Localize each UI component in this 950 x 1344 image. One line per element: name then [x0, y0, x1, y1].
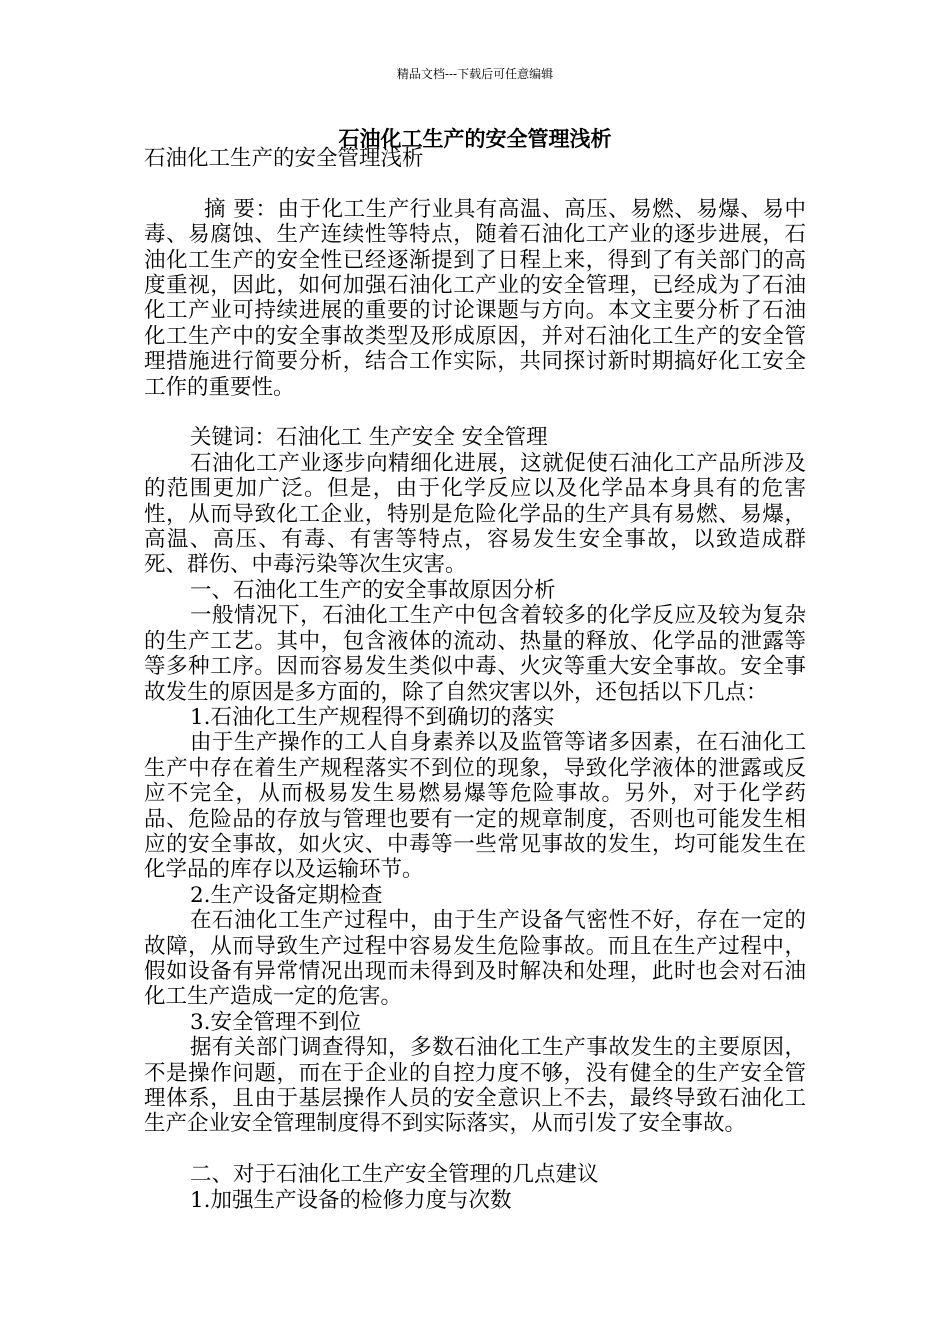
page-header: 精品文档---下载后可任意编辑 — [396, 67, 554, 81]
section-heading-1: 一、石油化工生产的安全事故原因分析 — [190, 577, 556, 603]
document-body — [144, 146, 806, 1213]
abstract-paragraph: 摘 要：由于化工生产行业具有高温、高压、易燃、易爆、易中毒、易腐蚀、生产连续性等特点，随着石油化工产业的逐步进展，石油化工生产的安全性已经逐渐提到了日程上来，得到了有关部门的高度重视，因此，如何加强石油化工产业的安全管理，已经成为了石油化工产业可持续进展的重要的讨论课题与方向。本文主要分析了石油化工生产中的安全事故类型及形成原因，并对石油化工生产的安全管理措施进行简要分析，结合工作实际，共同探讨新时期搞好化工安全工作的重要性。 — [144, 196, 806, 400]
keywords-line: 关键词：石油化工 生产安全 安全管理 — [190, 425, 548, 451]
subsection-1-1-paragraph: 由于生产操作的工人自身素养以及监管等诸多因素，在石油化工生产中存在着生产规程落实不到位的现象，导致化学液体的泄露或反应不完全，从而极易发生易燃易爆等危险事故。另外，对于化学药品、危险品的存放与管理也要有一定的规章制度，否则也可能发生相应的安全事故，如火灾、中毒等一些常见事故的发生，均可能发生在化学品的库存以及运输环节。 — [144, 730, 806, 883]
subsection-1-2-paragraph: 在石油化工生产过程中，由于生产设备气密性不好，存在一定的故障，从而导致生产过程中容易发生危险事故。而且在生产过程中，假如设备有异常情况出现而未得到及时解决和处理，此时也会对石油化工生产造成一定的危害。 — [144, 908, 806, 1010]
subsection-heading-1-3: 3.安全管理不到位 — [190, 1009, 362, 1035]
section-1-paragraph: 一般情况下，石油化工生产中包含着较多的化学反应及较为复杂的生产工艺。其中，包含液体的流动、热量的释放、化学品的泄露等等多种工序。因而容易发生类似中毒、火灾等重大安全事故。安全事故发生的原因是多方面的，除了自然灾害以外，还包括以下几点： — [144, 603, 806, 705]
section-heading-2: 二、对于石油化工生产安全管理的几点建议 — [190, 1162, 599, 1188]
subsection-heading-1-2: 2.生产设备定期检查 — [190, 882, 383, 908]
spacer — [144, 1137, 806, 1162]
subsection-heading-1-1: 1.石油化工生产规程得不到确切的落实 — [190, 704, 555, 730]
intro-paragraph: 石油化工产业逐步向精细化进展，这就促使石油化工产品所涉及的范围更加广泛。但是，由于化学反应以及化学品本身具有的危害性，从而导致化工企业，特别是危险化学品的生产具有易燃、易爆，高温、高压、有毒、有害等特点，容易发生安全事故，以致造成群死、群伤、中毒污染等次生灾害。 — [144, 450, 806, 578]
subsection-heading-2-1: 1.加强生产设备的检修力度与次数 — [190, 1187, 512, 1213]
spacer — [144, 400, 806, 425]
subtitle: 石油化工生产的安全管理浅析 — [144, 146, 424, 171]
subsection-1-3-paragraph: 据有关部门调查得知，多数石油化工生产事故发生的主要原因，不是操作问题，而在于企业的自控力度不够，没有健全的生产安全管理体系，且由于基层操作人员的安全意识上不去，最终导致石油化工生产企业安全管理制度得不到实际落实，从而引发了安全事故。 — [144, 1035, 806, 1137]
spacer — [144, 171, 806, 196]
document-title: 石油化工生产的安全管理浅析 — [338, 126, 612, 151]
